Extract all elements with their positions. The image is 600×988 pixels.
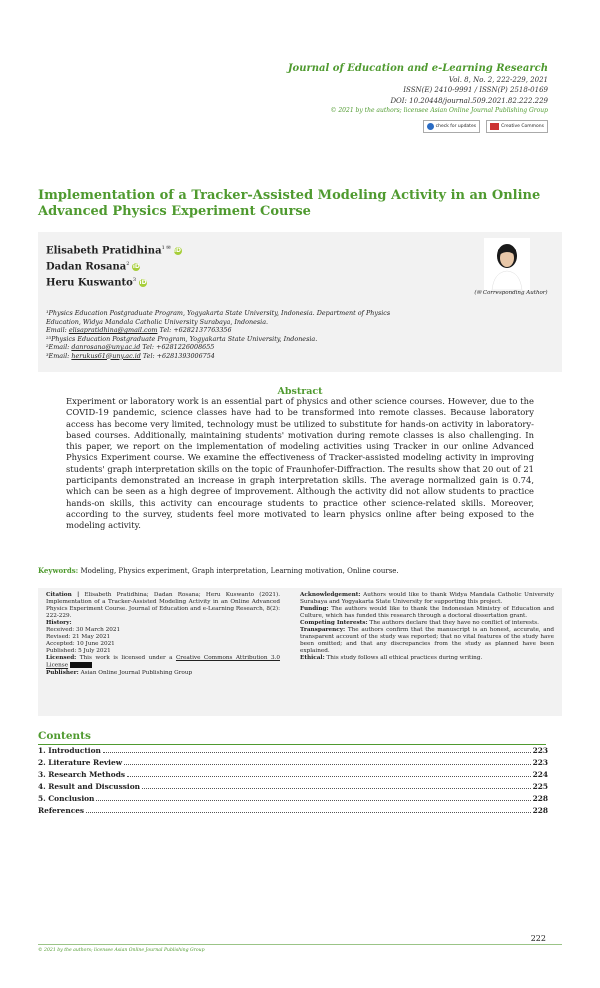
affiliation-2: ²³Physics Education Postgraduate Program, Yogyakarta State University, Indonesia. [46, 334, 318, 343]
orcid-icon[interactable]: iD [174, 246, 182, 254]
citation: Citation | Elisabeth Pratidhina; Dadan Rosana; Heru Kuswanto (2021). Implementation of a Tracker-Assisted Modeling Activity in an Online Advanced Physics Experiment Course. Journal of Education and e-Learning Research, 8(2): 222-229. [46, 592, 280, 619]
badges [423, 120, 548, 133]
ethical: Ethical: This study follows all ethical practices during writing. [300, 655, 483, 661]
contents-heading: Contents [38, 730, 91, 742]
acknowledgement: Acknowledgement: Authors would like to thank Widya Mandala Catholic University Surabaya and Yogyakarta State University for supporting this project. [300, 592, 554, 605]
license-link[interactable]: Creative Commons Attribution 3.0 License [46, 655, 280, 669]
table-of-contents [38, 746, 548, 818]
journal-copyright: © 2021 by the authors; licensee Asian Online Journal Publishing Group [330, 107, 548, 114]
abstract-text: Experiment or laboratory work is an essential part of physics and other science courses. However, due to the COVID-19 pandemic, science classes have had to be transformed into remote classes. Because laboratory access has become very limited, technology must be utilized to substitute for hands-on activity in laboratory-based courses. Additionally, maintaining students' motivation during remote classes is also challenging. In this paper, we report on the implementation of modeling activities using Tracker in our online Advanced Physics Experiment course. We examine the effectiveness of Tracker-assisted modeling activity in improving students' graph interpretation skills on the topic of Fraunhofer-Diffraction. The results show that 20 out of 21 participants demonstrated an increase in graph interpretation skills. The average normalized gain is 0.74, which can be seen as a high degree of improvement. Although the activity did not allow students to practice hands-on skills, this activity can encourage students to practice other science-related skills. Moreover, according to the survey, students feel more motivated to learn physics online after being exposed to the modeling activity. [66, 396, 534, 531]
affiliations [46, 309, 426, 360]
page-number: 222 [530, 934, 546, 943]
toc-item-introduction[interactable]: 1. Introduction 223 [38, 746, 548, 755]
corresponding-author-note: (✉ Corresponding Author) [474, 290, 548, 296]
email-2-link[interactable]: danrosana@uny.ac.id [71, 343, 141, 351]
creative-commons-icon [490, 123, 499, 130]
competing-interests: Competing Interests: The authors declare that they have no conflict of interests. [300, 620, 539, 626]
affiliation-1: ¹Physics Education Postgraduate Program, Yogyakarta State University, Indonesia. Department of Physics Education, Widya Mandala Catholic University Surabaya, Indonesia. [46, 309, 391, 326]
email-3-line: ³Email: herukus61@uny.ac.id Tel: +6281393006754 [46, 351, 215, 360]
toc-item-conclusion[interactable]: 5. Conclusion 228 [38, 794, 548, 803]
funding: Funding: The authors would like to thank the Indonesian Ministry of Education and Culture, which has funded this research through a doctoral dissertation grant. [300, 606, 554, 619]
orcid-icon[interactable]: iD [139, 278, 147, 286]
abstract-heading: Abstract [277, 386, 323, 397]
check-updates-badge[interactable]: check for updates [423, 120, 480, 133]
keywords-label: Keywords: [38, 566, 79, 575]
journal-doi[interactable]: DOI: 10.20448/journal.509.2021.82.222.229 [390, 96, 548, 105]
email-2-line: ²Email: danrosana@uny.ac.id Tel: +6281226008655 [46, 343, 215, 351]
cc-by-icon[interactable] [70, 662, 92, 668]
article-info-right [300, 592, 554, 662]
publisher-line: Publisher: Asian Online Journal Publishing Group [46, 669, 193, 676]
journal-issn: ISSN(E) 2410-9991 / ISSN(P) 2518-0169 [403, 86, 548, 94]
journal-title[interactable]: Journal of Education and e-Learning Research [287, 63, 548, 74]
email-1-link[interactable]: elisapratidhina@gmail.com [68, 326, 158, 334]
article-title: Implementation of a Tracker-Assisted Modeling Activity in an Online Advanced Physics Experiment Course [38, 188, 541, 219]
article-info-left [46, 592, 280, 677]
email-1-line: Email: elisapratidhina@gmail.com Tel: +6282137763356 [46, 326, 232, 334]
keywords-text: Modeling, Physics experiment, Graph interpretation, Learning motivation, Online course. [80, 567, 399, 575]
email-3-link[interactable]: herukus61@uny.ac.id [71, 351, 141, 360]
check-updates-icon [427, 123, 434, 130]
keywords [38, 566, 558, 575]
footer-copyright: © 2021 by the authors; licensee Asian Online Journal Publishing Group [38, 948, 205, 953]
author-photo [484, 238, 530, 290]
toc-item-research-methods[interactable]: 3. Research Methods 224 [38, 770, 548, 779]
license-badge[interactable]: Creative Commons [486, 120, 548, 133]
history: History: Received: 30 March 2021 Revised: 21 May 2021 Accepted: 10 June 2021 Published: 5 July 2021 [46, 620, 121, 654]
author-2: Dadan Rosana$^2$ iD [46, 261, 140, 273]
toc-item-result-discussion[interactable]: 4. Result and Discussion 225 [38, 782, 548, 791]
toc-item-literature-review[interactable]: 2. Literature Review 223 [38, 758, 548, 767]
journal-volume: Vol. 8, No. 2, 222-229, 2021 [448, 75, 548, 84]
transparency: Transparency: The authors confirm that the manuscript is an honest, accurate, and transparent account of the study was reported; that no vital features of the study have been omitted; and that any discrepancies from the study as planned have been explained. [300, 627, 555, 654]
footer-divider [38, 944, 562, 945]
toc-item-references[interactable]: References 228 [38, 806, 548, 815]
author-3: Heru Kuswanto$^3$ iD [46, 277, 147, 289]
author-1: Elisabeth Pratidhina$^{1 ✉}$ iD [46, 245, 182, 257]
license-line: Licensed: This work is licensed under a Creative Commons Attribution 3.0 License [46, 655, 280, 669]
journal-header [188, 64, 548, 117]
contents-divider [38, 744, 546, 745]
orcid-icon[interactable]: iD [132, 262, 140, 270]
